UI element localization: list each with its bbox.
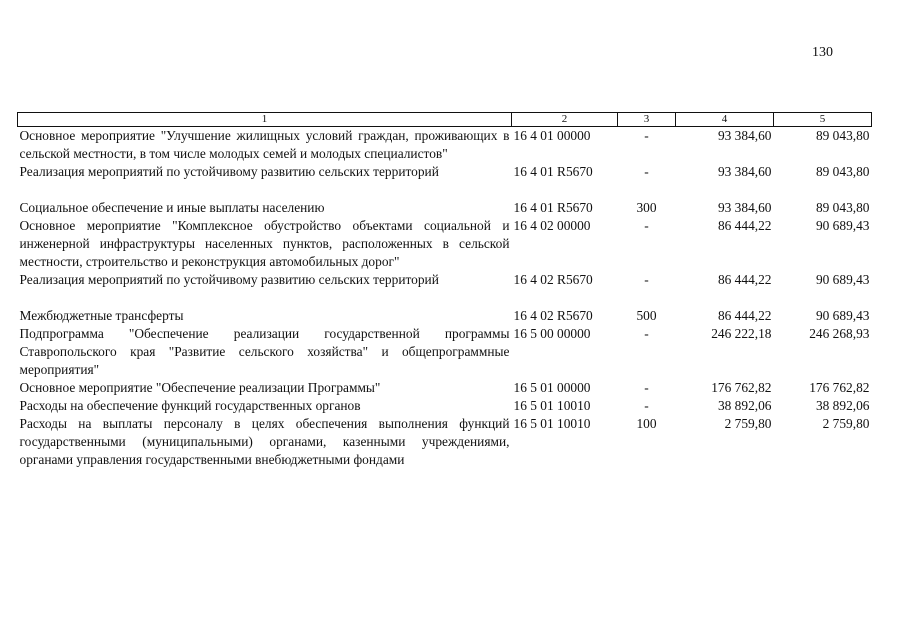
row-name: Основное мероприятие "Обеспечение реализации Программы" <box>19 380 381 395</box>
table-row <box>18 127 872 164</box>
column-header-3: 3 <box>618 113 676 127</box>
row-sum-2: 246 268,93 <box>809 326 870 341</box>
row-code: 16 4 01 R5670 <box>513 164 593 179</box>
row-name: Социальное обеспечение и иные выплаты населению <box>19 200 325 215</box>
row-sum-2: 90 689,43 <box>815 308 870 323</box>
row-code: 16 4 01 00000 <box>513 128 591 143</box>
row-type: - <box>644 128 649 143</box>
row-sum-1: 86 444,22 <box>717 218 772 233</box>
budget-table <box>17 112 872 469</box>
row-sum-1: 86 444,22 <box>717 308 772 323</box>
row-code: 16 5 00 00000 <box>513 326 591 341</box>
row-type: - <box>644 326 649 341</box>
row-code: 16 5 01 10010 <box>513 416 591 431</box>
table-row <box>18 397 872 415</box>
table-row <box>18 325 872 379</box>
row-name: Расходы на обеспечение функций государственных органов <box>19 398 361 413</box>
row-type: 100 <box>636 416 657 431</box>
row-name: Основное мероприятие "Комплексное обустройство объектами социальной и инженерной инфраструктуры населенных пунктов, расположенных в сельской местности, строительство и реконструкция автомобильных дорог" <box>19 218 510 269</box>
row-code: 16 4 01 R5670 <box>513 200 593 215</box>
row-sum-2: 89 043,80 <box>815 128 870 143</box>
row-sum-1: 93 384,60 <box>717 128 772 143</box>
row-type: - <box>644 164 649 179</box>
column-header-4: 4 <box>676 113 774 127</box>
row-code: 16 4 02 R5670 <box>513 308 593 323</box>
row-name: Реализация мероприятий по устойчивому развитию сельских территорий <box>19 272 439 287</box>
table-row <box>18 307 872 325</box>
row-sum-1: 246 222,18 <box>711 326 772 341</box>
page-number: 130 <box>812 45 833 60</box>
row-code: 16 5 01 00000 <box>513 380 591 395</box>
row-sum-2: 38 892,06 <box>815 398 870 413</box>
row-sum-2: 176 762,82 <box>809 380 870 395</box>
row-sum-2: 90 689,43 <box>815 272 870 287</box>
row-sum-1: 93 384,60 <box>717 200 772 215</box>
column-header-1: 1 <box>18 113 512 127</box>
row-name: Расходы на выплаты персоналу в целях обеспечения выполнения функций государственными (муниципальными) органами, казенными учреждениями, органами управления государственными внебюджетными фондами <box>19 416 510 467</box>
row-type: - <box>644 398 649 413</box>
row-code: 16 4 02 00000 <box>513 218 591 233</box>
row-sum-1: 176 762,82 <box>711 380 772 395</box>
column-header-5: 5 <box>774 113 872 127</box>
row-code: 16 5 01 10010 <box>513 398 591 413</box>
row-type: - <box>644 272 649 287</box>
row-sum-2: 90 689,43 <box>815 218 870 233</box>
table-row <box>18 199 872 217</box>
table-row <box>18 379 872 397</box>
table-row <box>18 271 872 307</box>
row-code: 16 4 02 R5670 <box>513 272 593 287</box>
table-row <box>18 163 872 199</box>
table-row <box>18 415 872 469</box>
column-header-2: 2 <box>512 113 618 127</box>
row-name: Подпрограмма "Обеспечение реализации государственной программы Ставропольского края "Развитие сельского хозяйства" и общепрограммные мероприятия" <box>19 326 510 377</box>
row-name: Основное мероприятие "Улучшение жилищных условий граждан, проживающих в сельской местности, в том числе молодых семей и молодых специалистов" <box>19 128 510 161</box>
row-sum-2: 89 043,80 <box>815 200 870 215</box>
table-row <box>18 217 872 271</box>
row-sum-1: 93 384,60 <box>717 164 772 179</box>
row-type: 300 <box>636 200 657 215</box>
row-sum-2: 2 759,80 <box>822 416 870 431</box>
row-type: - <box>644 380 649 395</box>
row-type: 500 <box>636 308 657 323</box>
row-sum-1: 86 444,22 <box>717 272 772 287</box>
row-name: Межбюджетные трансферты <box>19 308 184 323</box>
row-name: Реализация мероприятий по устойчивому развитию сельских территорий <box>19 164 439 179</box>
row-sum-2: 89 043,80 <box>815 164 870 179</box>
column-number-header <box>18 113 872 127</box>
row-sum-1: 2 759,80 <box>724 416 772 431</box>
row-type: - <box>644 218 649 233</box>
row-sum-1: 38 892,06 <box>717 398 772 413</box>
